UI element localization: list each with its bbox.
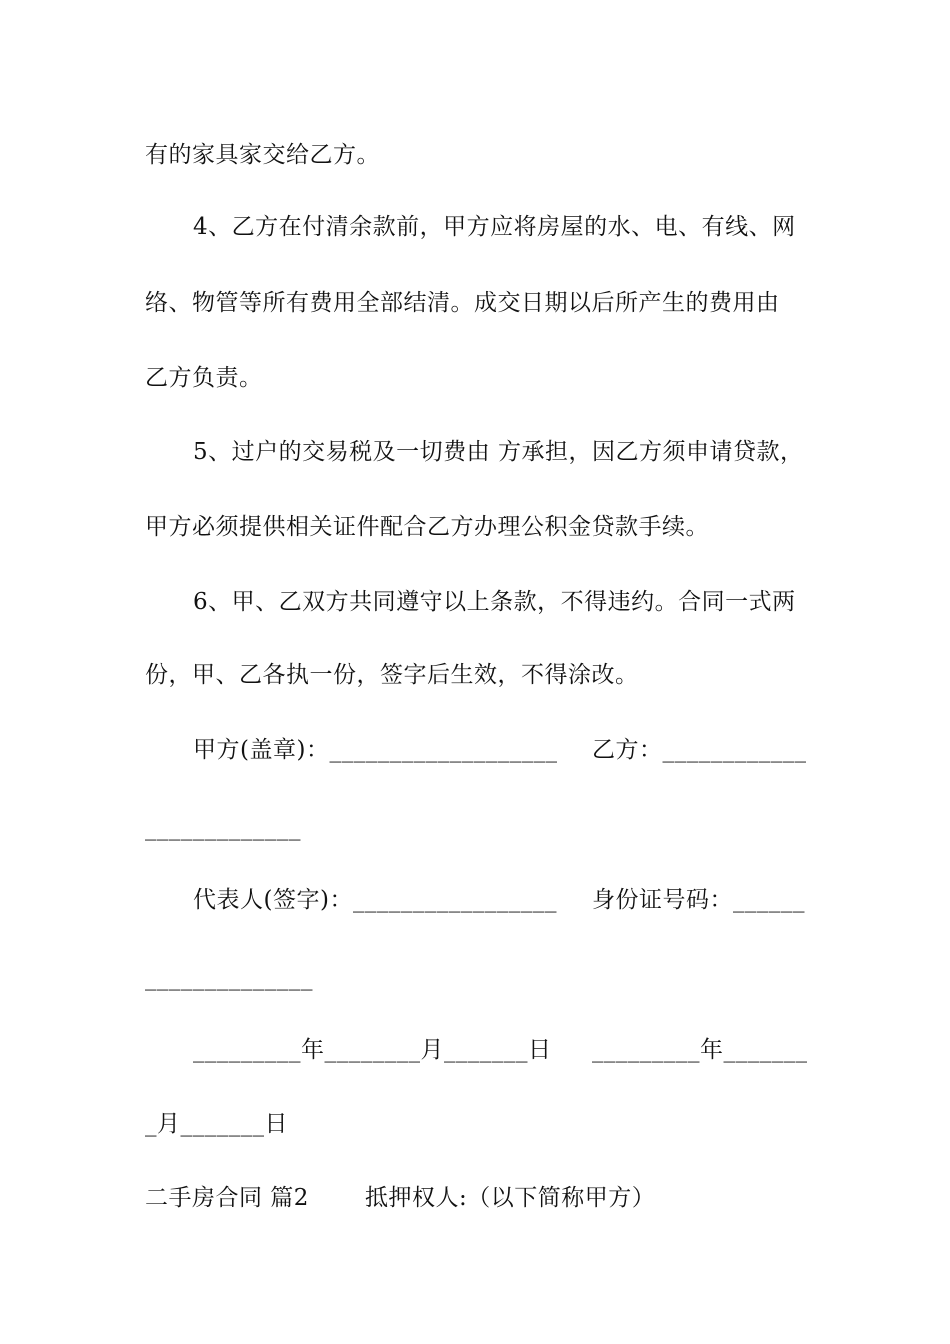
- id-number-continuation: ______________: [145, 965, 313, 991]
- date-party-a: _________年________月_______日: [193, 1037, 552, 1063]
- representative-signature: 代表人(签字)：_________________: [193, 887, 557, 913]
- paragraph-line: 有的家具家交给乙方。: [145, 142, 380, 168]
- party-a-signature: 甲方(盖章)：___________________: [193, 737, 558, 763]
- paragraph-line: 份，甲、乙各执一份，签字后生效，不得涂改。: [145, 662, 639, 688]
- paragraph-line: 甲方必须提供相关证件配合乙方办理公积金贷款手续。: [145, 514, 709, 540]
- paragraph-line: 乙方负责。: [145, 365, 263, 391]
- date-party-b: _________年_______: [592, 1037, 808, 1063]
- section-title: 二手房合同 篇2: [145, 1185, 309, 1211]
- paragraph-line: 6、甲、乙双方共同遵守以上条款，不得违约。合同一式两: [193, 589, 796, 615]
- date-party-b-continuation: _月_______日: [145, 1111, 288, 1137]
- id-number-field: 身份证号码：______: [592, 887, 805, 913]
- paragraph-line: 络、物管等所有费用全部结清。成交日期以后所产生的费用由: [145, 290, 780, 316]
- section-intro-text: 抵押权人:（以下简称甲方）: [365, 1185, 656, 1211]
- paragraph-line: 5、过户的交易税及一切费由 方承担，因乙方须申请贷款，: [193, 439, 804, 465]
- party-b-signature: 乙方：____________: [592, 737, 807, 763]
- party-b-signature-continuation: _____________: [145, 815, 301, 841]
- paragraph-line: 4、乙方在付清余款前，甲方应将房屋的水、电、有线、网: [193, 214, 796, 240]
